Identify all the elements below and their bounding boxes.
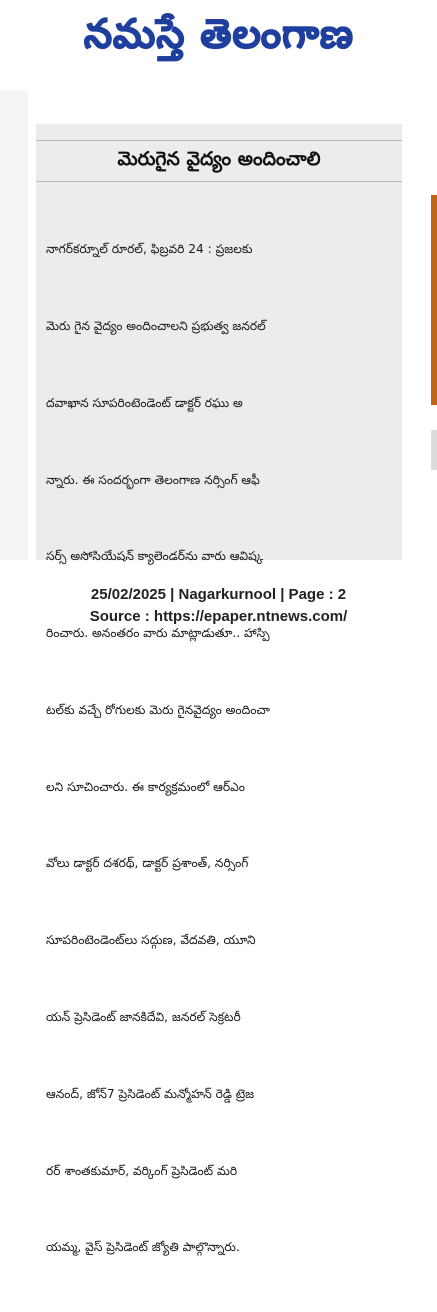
adjacent-image-edge: [431, 195, 437, 405]
article-line: సర్స్ అసోసియేషన్ క్యాలెండర్‌ను వారు ఆవిష్క: [46, 549, 264, 564]
left-gutter: [0, 90, 28, 560]
newspaper-logo: నమస్తే తెలంగాణ: [83, 11, 354, 57]
article-line: రర్ శాంతకుమార్, వర్కింగ్ ప్రెసిడెంట్ మరి: [46, 1163, 238, 1178]
article-line: యమ్మ, వైస్ ప్రెసిడెంట్ జ్యోతి పాల్గొన్నారు.: [46, 1240, 240, 1255]
footer: [0, 570, 437, 641]
article-line: రించారు. అనంతరం వారు మాట్లాడుతూ.. హాస్పి: [46, 626, 270, 641]
article-line: టల్‌కు వచ్చే రోగులకు మెరు గైనవైద్యం అందించా: [46, 702, 270, 717]
source-link[interactable]: Source : https://epaper.ntnews.com/: [89, 607, 348, 625]
article-line: యన్ ప్రెసిడెంట్ జానకిదేవి, జనరల్ సెక్రటరీ: [46, 1010, 241, 1024]
publication-meta: 25/02/2025 | Nagarkurnool | Page : 2: [90, 585, 347, 603]
article-line: దవాఖాన సూపరింటెండెంట్ డాక్టర్ రఘు అ: [46, 395, 243, 410]
article-body: [46, 186, 396, 1312]
headline-box: [36, 140, 402, 182]
masthead: [0, 0, 437, 78]
article-headline: మెరుగైన వైద్యం అందించాలి: [117, 147, 321, 170]
article-line: లని సూచించారు. ఈ కార్యక్రమంలో ఆర్‌ఎం: [46, 779, 245, 794]
article-line: ఆనంద్, జోన్7 ప్రెసిడెంట్ మన్మోహన్ రెడ్డి ట్రెజ: [46, 1086, 255, 1101]
article-line: వోలు డాక్టర్ దశరథ్, డాక్టర్ ప్రశాంత్, నర్సింగ్: [46, 856, 249, 871]
article-line: సూపరింటెండెంట్‌లు సద్గుణ, వేదవతి, యూని: [46, 933, 256, 948]
article-line: నాగర్‌కర్నూల్ రూరల్, ఫిబ్రవరి 24 : ప్రజలకు: [46, 242, 253, 257]
article-line: న్నారు. ఈ సందర్భంగా తెలంగాణ నర్సింగ్ ఆఫీ: [46, 472, 260, 487]
adjacent-column-edge: [431, 430, 437, 470]
article-line: మెరు గైన వైద్యం అందించాలని ప్రభుత్వ జనరల్: [46, 318, 266, 333]
